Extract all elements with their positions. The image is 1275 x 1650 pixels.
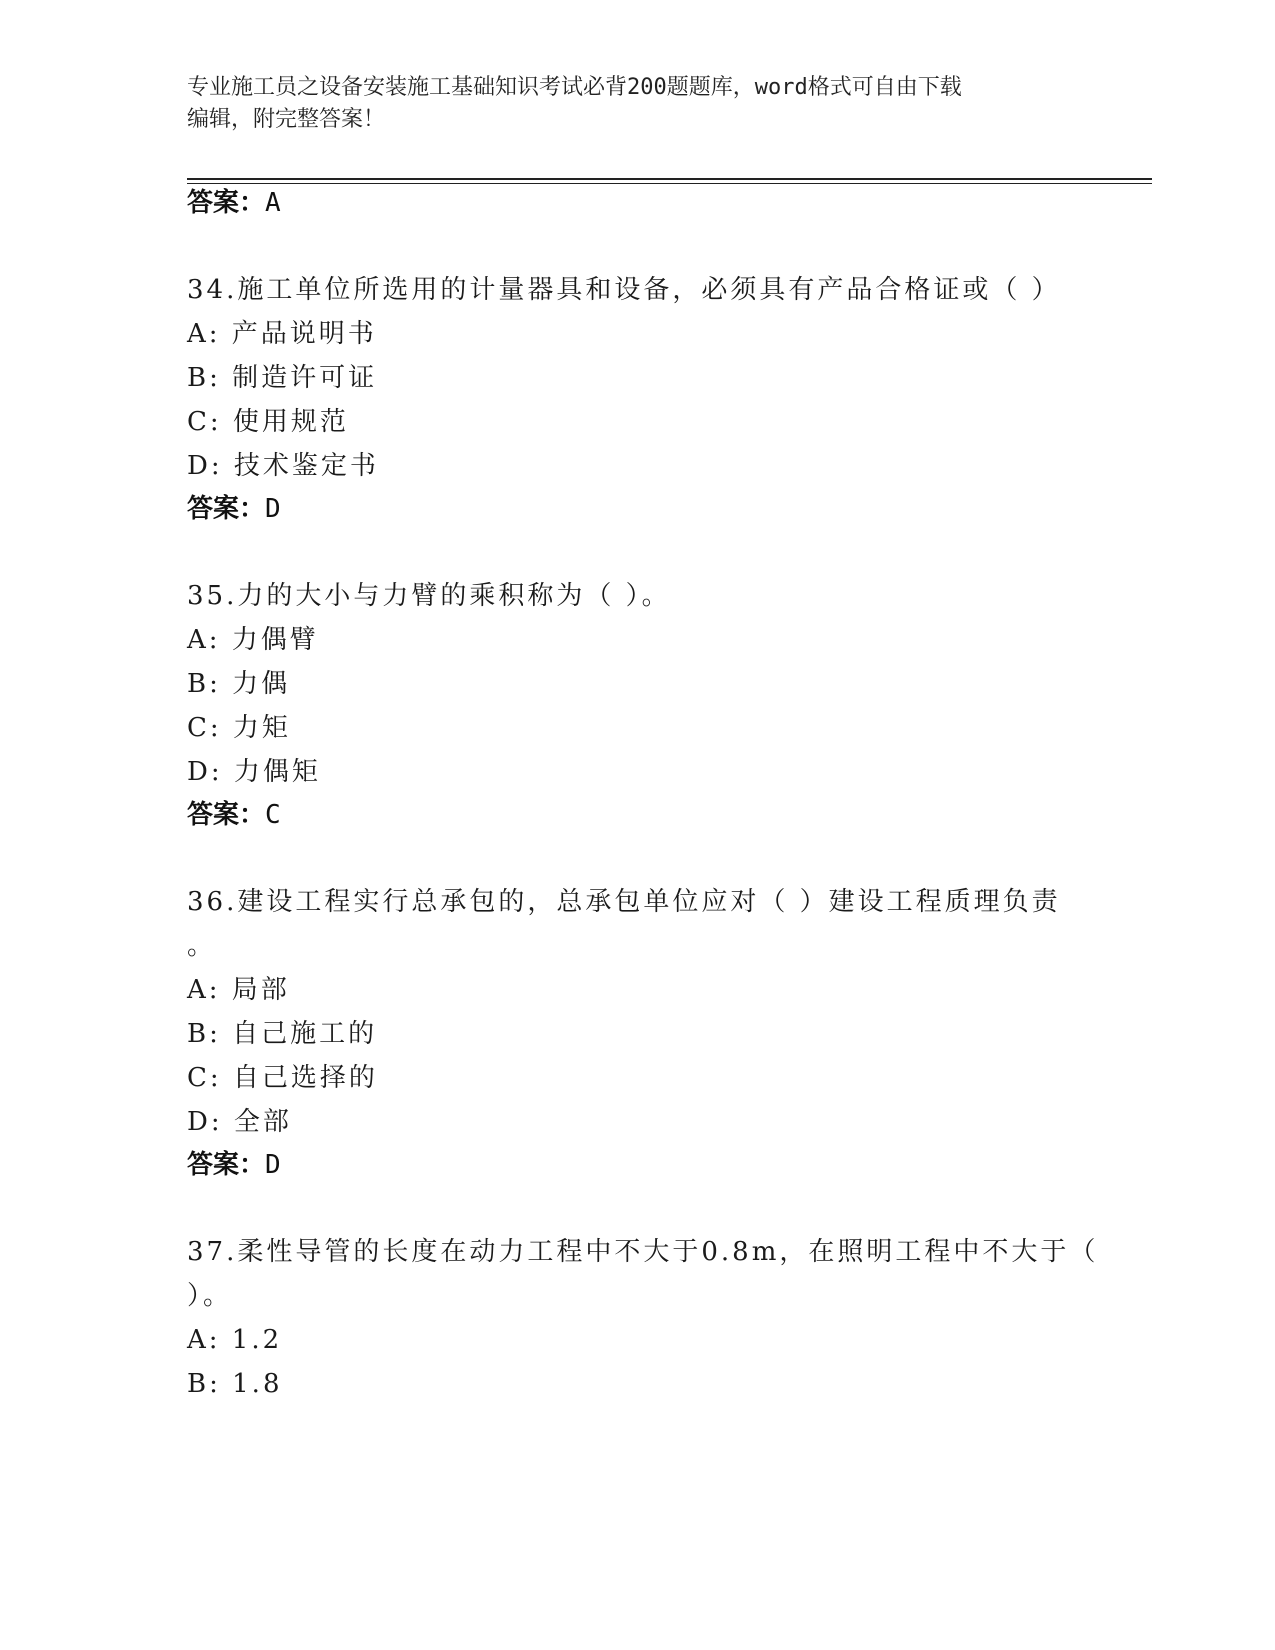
question-34-option-a: A: 产品说明书 — [187, 319, 377, 349]
answer-label: 答案： — [187, 800, 266, 830]
question-35-answer — [187, 798, 281, 832]
question-35-option-d: D: 力偶矩 — [187, 757, 321, 787]
question-34-stem: 34.施工单位所选用的计量器具和设备，必须具有产品合格证或（ ） — [187, 275, 1061, 305]
answer-label: 答案： — [187, 494, 266, 524]
question-37-option-a: A: 1.2 — [187, 1325, 283, 1355]
answer-value: C — [265, 800, 281, 830]
prev-answer — [187, 186, 281, 220]
question-35-option-a: A: 力偶臂 — [187, 625, 319, 655]
question-34-answer — [187, 492, 281, 526]
question-35-option-c: C: 力矩 — [187, 713, 291, 743]
header-line-1: 专业施工员之设备安装施工基础知识考试必背200题题库，word格式可自由下载 — [187, 75, 962, 100]
answer-value: A — [265, 188, 281, 218]
answer-value: D — [265, 494, 281, 524]
question-37-option-b: B: 1.8 — [187, 1369, 283, 1399]
question-36-stem: 36.建设工程实行总承包的，总承包单位应对（ ）建设工程质理负责 — [187, 887, 1061, 917]
answer-label: 答案： — [187, 188, 266, 218]
question-37-stem: 37.柔性导管的长度在动力工程中不大于0.8m，在照明工程中不大于（ — [187, 1237, 1099, 1267]
question-36-option-d: D: 全部 — [187, 1107, 292, 1137]
question-34-option-c: C: 使用规范 — [187, 407, 349, 437]
question-35-option-b: B: 力偶 — [187, 669, 291, 699]
question-36-option-a: A: 局部 — [187, 975, 290, 1005]
question-36-option-b: B: 自己施工的 — [187, 1019, 378, 1049]
question-37-stem-continued: ）。 — [187, 1281, 233, 1311]
question-36-stem-continued: 。 — [187, 931, 217, 961]
header-line-2: 编辑，附完整答案！ — [187, 107, 386, 132]
question-34-option-d: D: 技术鉴定书 — [187, 451, 379, 481]
answer-label: 答案： — [187, 1150, 266, 1180]
question-35-stem: 35.力的大小与力臂的乘积称为（ ）。 — [187, 581, 671, 611]
question-34-option-b: B: 制造许可证 — [187, 363, 378, 393]
answer-value: D — [265, 1150, 281, 1180]
header-rule-thick — [187, 178, 1152, 180]
header-rule-thin — [187, 183, 1152, 184]
question-36-option-c: C: 自己选择的 — [187, 1063, 378, 1093]
page-header — [187, 72, 1087, 136]
question-36-answer — [187, 1148, 281, 1182]
